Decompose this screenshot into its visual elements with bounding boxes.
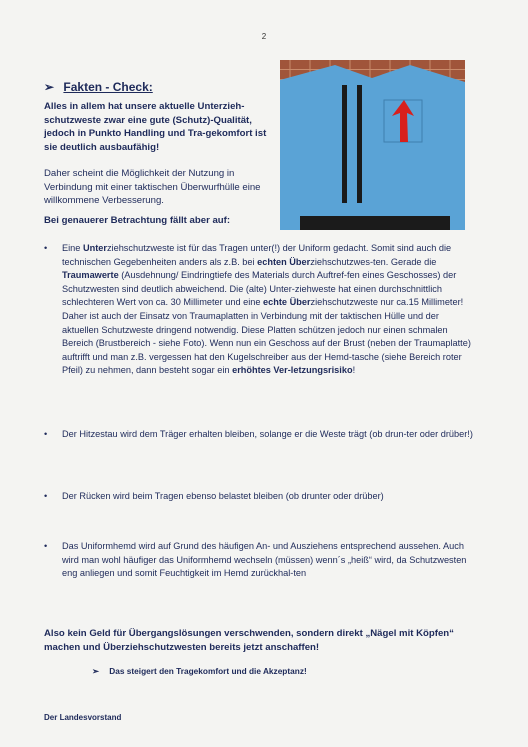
bullet-text-span: (Ausdehnung/ Eindringtiefe des Materials durch Auftref-fen eines Geschosses) der Schutzwesten sind deutlich abweichend. Die (alte) Unter-ziehweste hat einen durchschnittlich schlechteren Wert von ca. 30 Millimeter und eine <box>62 270 457 308</box>
bullet-text-bold: Traumawerte <box>62 270 119 281</box>
bullet-item <box>44 428 474 442</box>
bullet-item <box>44 490 474 504</box>
bullet-text: Der Hitzestau wird dem Träger erhalten bleiben, solange er die Weste trägt (ob drun-ter oder drüber!) <box>62 429 473 439</box>
intro-bold-paragraph: Alles in allem hat unsere aktuelle Unterzieh-schutzweste zwar eine gute (Schutz)-Qualität, jedoch in Punkto Handling und Tra-gekomfort ist sie deutlich ausbaufähig! <box>44 101 267 153</box>
bullet-dot-icon: • <box>44 243 48 253</box>
intro-paragraph: Daher scheint die Möglichkeit der Nutzung in Verbindung mit einer taktischen Überwurfhülle eine willkommene Verbesserung. <box>44 168 261 206</box>
bullet-text-bold: echte Über <box>263 297 311 308</box>
bullet-text-span: ! <box>352 365 356 376</box>
bullet-text-span: ziehschutzwes-ten. Gerade die <box>310 256 437 267</box>
bullet-text-bold: erhöhtes Ver-letzungsrisiko <box>232 365 353 376</box>
bullet-text <box>62 242 474 378</box>
bullet-text-bold: Unter <box>82 243 107 253</box>
bullet-item <box>44 242 474 378</box>
arrow-bullet-icon: ➢ <box>92 666 99 676</box>
heading-text: Fakten - Check: <box>63 80 153 94</box>
sub-conclusion-text: Das steigert den Tragekomfort und die Akzeptanz! <box>109 666 307 676</box>
signature: Der Landesvorstand <box>44 713 122 722</box>
bullet-text-span: Eine <box>62 243 83 253</box>
section-heading <box>44 80 153 94</box>
shirt <box>280 65 465 230</box>
trauma-plate-left <box>342 85 347 203</box>
arrow-bullet-icon: ➢ <box>44 80 55 94</box>
bullet-text-span: ziehschutzweste nur ca.15 Millimeter! Daher ist auch der Einsatz von Traumaplatten in Verbindung mit der taktischen Hülle und der aktuellen Schutzweste dringend notwendig. Diese Platten schützen jedoch nur einen schmalen Bereich (Brustbereich - siehe Foto). Wenn nun ein Geschoss auf der Brust (neben der Traumaplatte) auftrifft und man z.B. vergessen hat den Kugelschreiber aus der Hemd-tasche (siehe Bereich roter Pfeil) zu nehmen, dann besteht sogar ein <box>62 297 471 376</box>
bullet-text: Das Uniformhemd wird auf Grund des häufigen An- und Ausziehens entsprechend aussehen. Auch wird man wohl häufiger das Uniformhemd wechseln (müssen) wenn´s „heiß“ wird, da Schutzwesten eng anliegen und somit Feuchtigkeit im Hemd zurückhal-ten <box>62 541 467 579</box>
sub-conclusion <box>92 666 307 676</box>
bullet-item <box>44 540 474 581</box>
bullet-text: Der Rücken wird beim Tragen ebenso belastet bleiben (ob drunter oder drüber) <box>62 491 384 501</box>
bullet-dot-icon: • <box>44 541 48 551</box>
belt <box>300 216 450 230</box>
bullet-dot-icon: • <box>44 429 48 439</box>
bullet-text-span: ziehschutzweste ist für das Tragen unter(!) der Uniform gedacht. Somit sind auch die technischen Gegebenheiten anders als z.B. bei <box>62 243 452 267</box>
conclusion-paragraph: Also kein Geld für Übergangslösungen verschwenden, sondern direkt „Nägel mit Köpfen“ machen und Überziehschutzwesten bereits jetzt anschaffen! <box>44 628 454 653</box>
bullet-dot-icon: • <box>44 491 48 501</box>
trauma-plate-right <box>357 85 362 203</box>
page-number: 2 <box>261 32 267 41</box>
uniform-photo <box>280 60 465 230</box>
bullet-text-bold: echten Über <box>257 256 311 267</box>
observe-heading: Bei genauerer Betrachtung fällt aber auf: <box>44 215 231 226</box>
